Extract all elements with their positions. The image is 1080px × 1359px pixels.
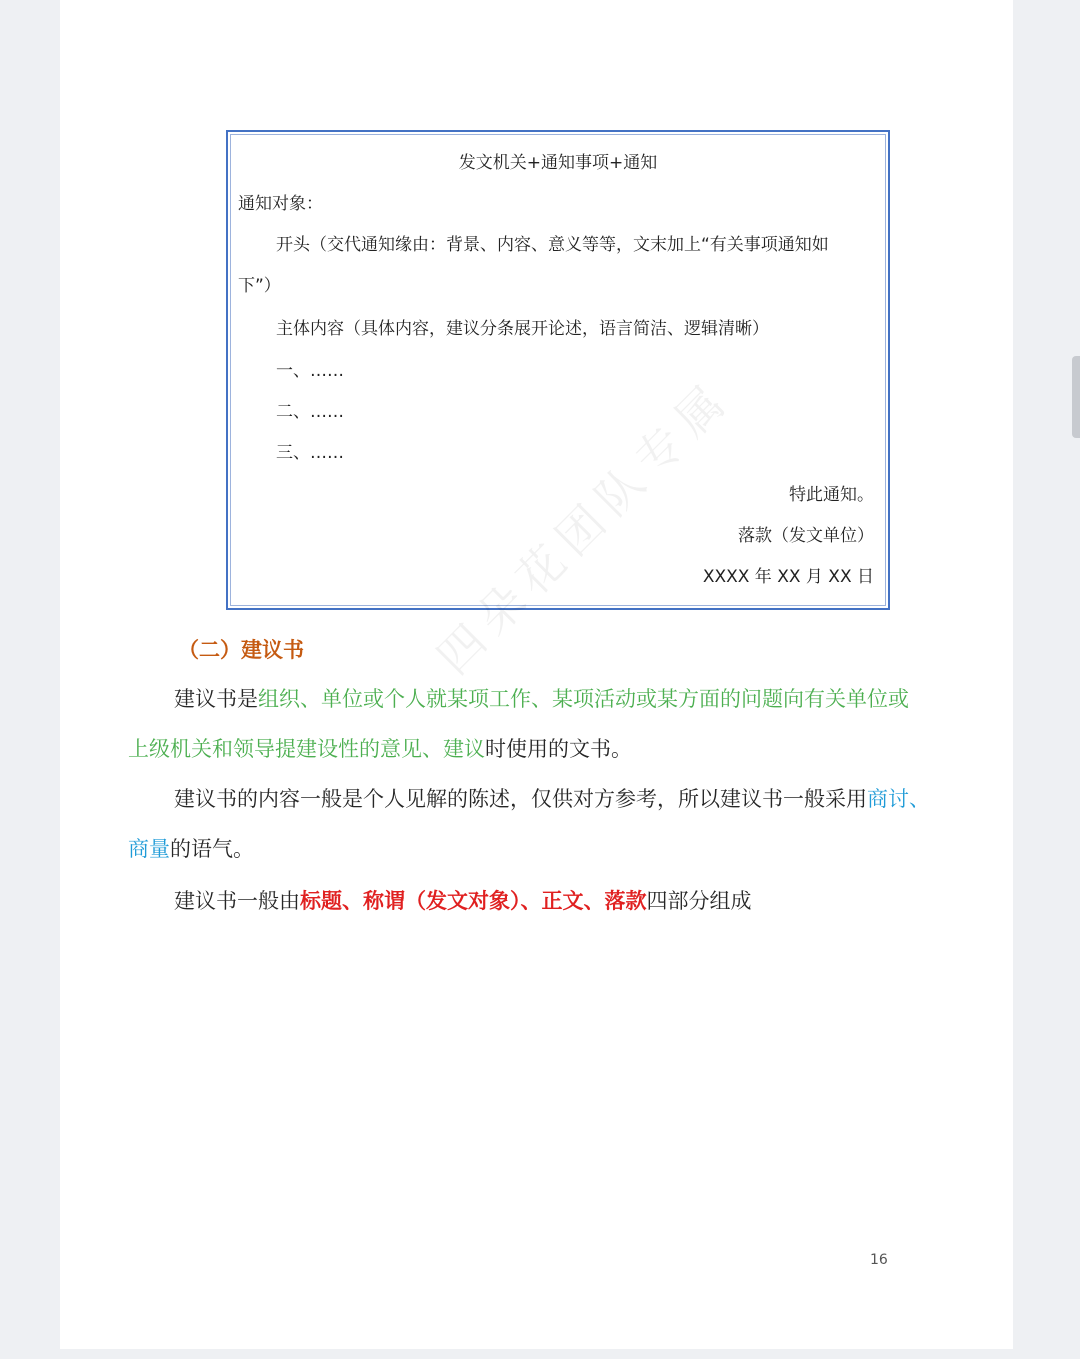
template-opening-line2: 下”） bbox=[238, 276, 281, 296]
template-opening-line1: 开头（交代通知缘由：背景、内容、意义等等，文末加上“有关事项通知如 bbox=[276, 235, 829, 255]
template-closing: 特此通知。 bbox=[789, 485, 874, 505]
template-item-3: 三、…… bbox=[276, 443, 344, 463]
p2-text-a: 建议书的内容一般是个人见解的陈述，仅供对方参考，所以建议书一般采用 bbox=[174, 787, 867, 811]
paragraph-1-line-2 bbox=[128, 734, 632, 764]
p2-highlight-c: 商量 bbox=[128, 837, 170, 861]
p3-text-c: 四部分组成 bbox=[646, 889, 752, 913]
p1-highlight-c: 上级机关和领导提建设性的意见、建议 bbox=[128, 737, 485, 761]
p2-text-d: 的语气。 bbox=[170, 837, 254, 861]
template-body-line: 主体内容（具体内容，建议分条展开论述，语言简洁、逻辑清晰） bbox=[276, 319, 769, 339]
paragraph-2-line-2 bbox=[128, 834, 254, 864]
scrollbar-thumb[interactable] bbox=[1072, 356, 1080, 438]
notice-template-box bbox=[226, 130, 890, 610]
section-heading: （二）建议书 bbox=[178, 638, 304, 662]
p1-text-d: 时使用的文书。 bbox=[485, 737, 632, 761]
template-recipient: 通知对象： bbox=[238, 194, 323, 214]
template-date: XXXX 年 XX 月 XX 日 bbox=[702, 567, 874, 587]
paragraph-1-line-1 bbox=[174, 684, 909, 714]
page-number: 16 bbox=[870, 1252, 888, 1268]
p1-highlight-b: 组织、单位或个人就某项工作、某项活动或某方面的问题向有关单位或 bbox=[258, 687, 909, 711]
p1-text-a: 建议书是 bbox=[174, 687, 258, 711]
paragraph-2-line-1 bbox=[174, 784, 930, 814]
p3-highlight-b: 标题、称谓（发文对象）、正文、落款 bbox=[300, 888, 647, 913]
template-item-2: 二、…… bbox=[276, 402, 344, 422]
p2-highlight-b: 商讨、 bbox=[867, 787, 930, 811]
template-item-1: 一、…… bbox=[276, 361, 344, 381]
watermark: 四朵花团队专属 bbox=[426, 369, 742, 685]
template-signature: 落款（发文单位） bbox=[738, 526, 874, 546]
paragraph-3 bbox=[174, 886, 752, 916]
p3-text-a: 建议书一般由 bbox=[174, 889, 300, 913]
document-page bbox=[60, 0, 1013, 1349]
template-title: 发文机关+通知事项+通知 bbox=[458, 153, 658, 173]
